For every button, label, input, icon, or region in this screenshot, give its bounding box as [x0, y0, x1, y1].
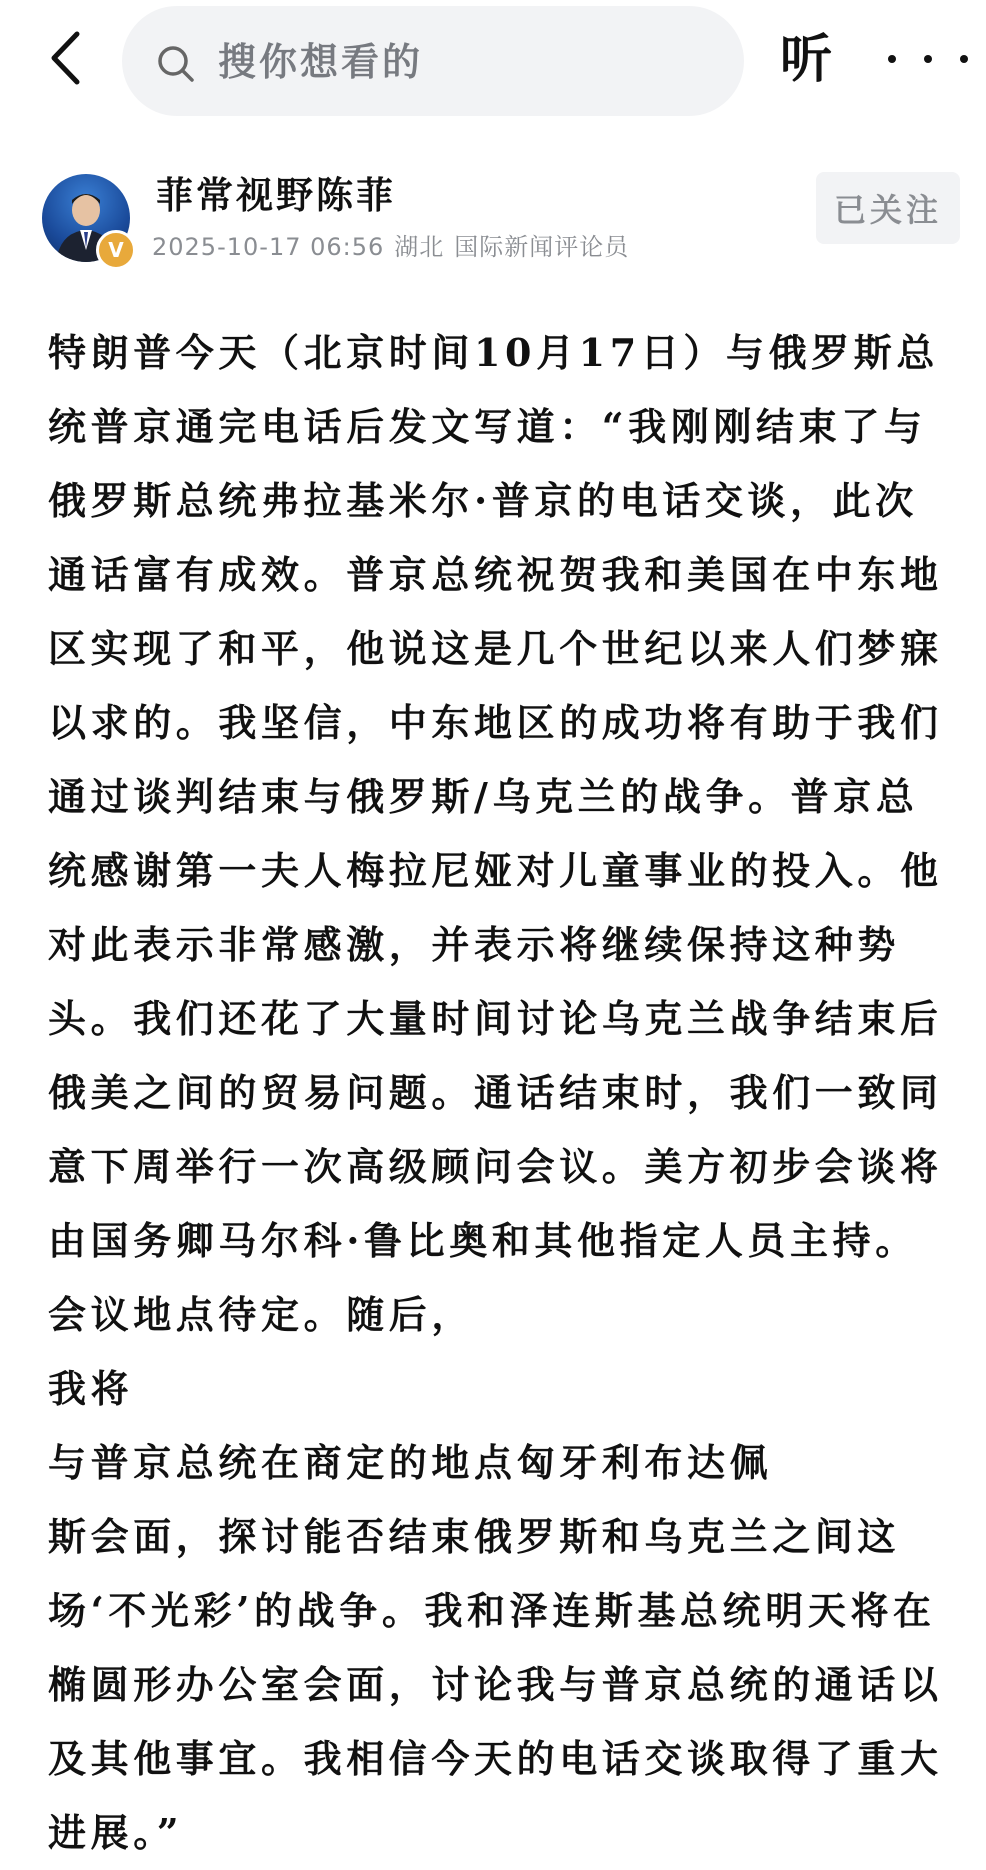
author-meta — [152, 230, 639, 264]
listen-button[interactable]: 听 — [780, 30, 833, 90]
article-paragraph: 与普京总统在商定的地点匈牙利布达佩 — [48, 1440, 773, 1485]
top-bar — [0, 0, 986, 118]
author-name[interactable]: 菲常视野陈菲 — [156, 174, 396, 217]
search-icon — [156, 44, 196, 84]
article-paragraph: 斯会面，探讨能否结束俄罗斯和乌克兰之间这场‘不光彩’的战争。我和泽连斯基总统明天将在椭圆形办公室会面，讨论我与普京总统的通话以及其他事宜。我相信今天的电话交谈取得了重大进展。” — [48, 1514, 943, 1855]
article-body — [48, 316, 948, 1870]
post-timestamp: 2025-10-17 06:56 — [152, 233, 385, 261]
chevron-left-icon — [50, 31, 80, 85]
article-paragraph: 特朗普今天（北京时间10月17日）与俄罗斯总统普京通完电话后发文写道：“我刚刚结束了与俄罗斯总统弗拉基米尔·普京的电话交谈，此次通话富有成效。普京总统祝贺我和美国在中东地区实现了和平，他说这是几个世纪以来人们梦寐以求的。我坚信，中东地区的成功将有助于我们通过谈判结束与俄罗斯/乌克兰的战争。普京总统感谢第一夫人梅拉尼娅对儿童事业的投入。他对此表示非常感激，并表示将继续保持这种势头。我们还花了大量时间讨论乌克兰战争结束后俄美之间的贸易问题。通话结束时，我们一致同意下周举行一次高级顾问会议。美方初步会谈将由国务卿马尔科·鲁比奥和其他指定人员主持。会议地点待定。随后， — [48, 330, 943, 1337]
search-placeholder: 搜你想看的 — [218, 40, 424, 84]
author-title: 国际新闻评论员 — [454, 233, 630, 261]
post-location: 湖北 — [394, 233, 445, 261]
search-input[interactable] — [122, 6, 744, 116]
more-dots-icon — [888, 55, 896, 63]
author-header — [0, 160, 986, 280]
more-button[interactable] — [888, 44, 968, 74]
verified-badge: V — [96, 230, 136, 270]
follow-button[interactable]: 已关注 — [816, 172, 960, 244]
article-paragraph: 我将 — [48, 1366, 134, 1411]
back-button[interactable] — [40, 26, 90, 90]
